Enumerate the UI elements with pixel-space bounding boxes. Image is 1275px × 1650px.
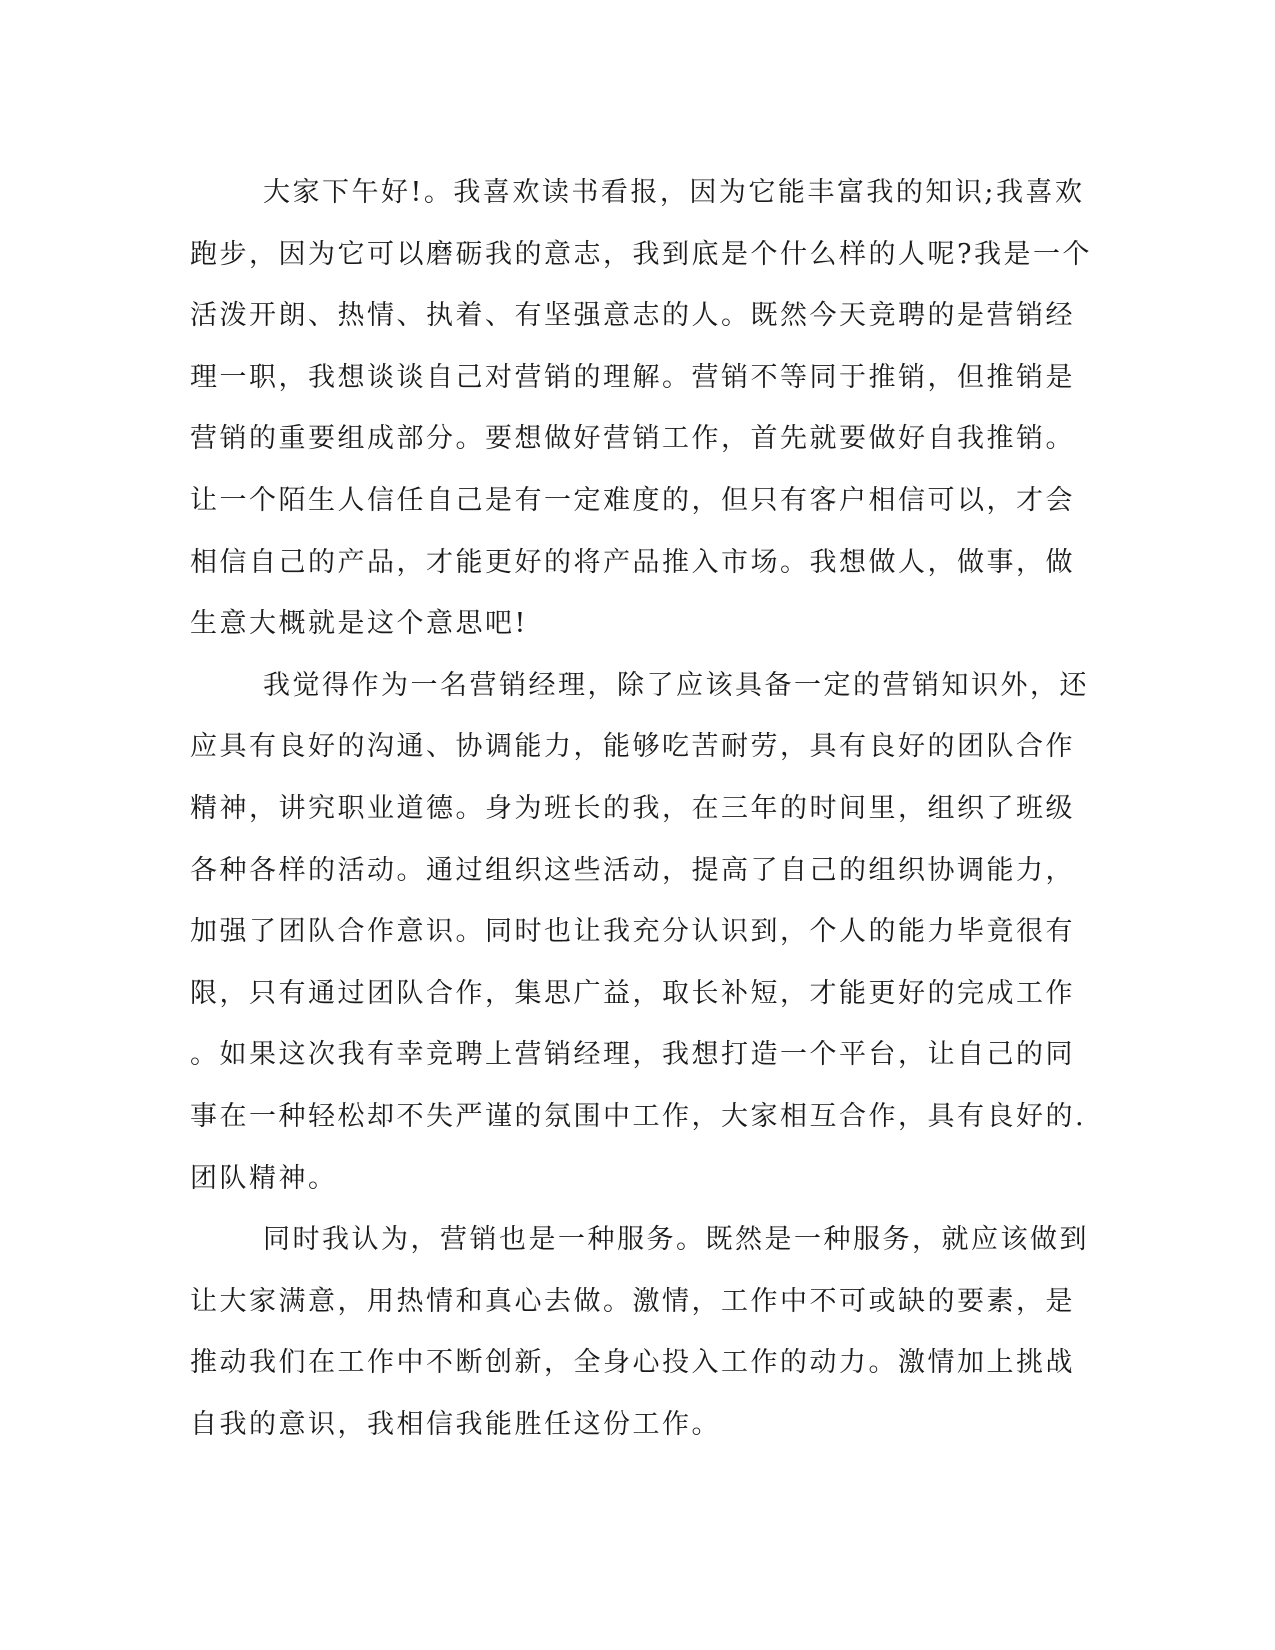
text-line: 精神，讲究职业道德。身为班长的我，在三年的时间里，组织了班级 bbox=[190, 792, 1075, 824]
text-line: 。如果这次我有幸竞聘上营销经理，我想打造一个平台，让自己的同 bbox=[190, 1039, 1075, 1071]
text-line: 事在一种轻松却不失严谨的氛围中工作，大家相互合作，具有良好的. bbox=[190, 1100, 1087, 1132]
paragraph-3 bbox=[190, 1209, 1089, 1455]
text-line: 加强了团队合作意识。同时也让我充分认识到，个人的能力毕竟很有 bbox=[190, 916, 1075, 948]
text-line: 让大家满意，用热情和真心去做。激情，工作中不可或缺的要素，是 bbox=[190, 1285, 1075, 1317]
text-line: 大家下午好!。我喜欢读书看报，因为它能丰富我的知识;我喜欢 bbox=[263, 177, 1085, 208]
document-body bbox=[190, 162, 1092, 1455]
paragraph-2 bbox=[190, 655, 1089, 1209]
text-line: 各种各样的活动。通过组织这些活动，提高了自己的组织协调能力， bbox=[190, 854, 1075, 886]
text-line: 同时我认为，营销也是一种服务。既然是一种服务，就应该做到 bbox=[263, 1224, 1089, 1256]
text-line: 相信自己的产品，才能更好的将产品推入市场。我想做人，做事，做 bbox=[190, 546, 1075, 578]
text-line: 活泼开朗、热情、执着、有坚强意志的人。既然今天竞聘的是营销经 bbox=[190, 300, 1075, 332]
text-line: 限，只有通过团队合作，集思广益，取长补短，才能更好的完成工作 bbox=[190, 977, 1075, 1009]
text-line: 应具有良好的沟通、协调能力，能够吃苦耐劳，具有良好的团队合作 bbox=[190, 731, 1075, 763]
text-line: 我觉得作为一名营销经理，除了应该具备一定的营销知识外，还 bbox=[263, 669, 1089, 701]
text-line: 推动我们在工作中不断创新，全身心投入工作的动力。激情加上挑战 bbox=[190, 1347, 1075, 1379]
text-line: 让一个陌生人信任自己是有一定难度的，但只有客户相信可以，才会 bbox=[190, 484, 1075, 516]
text-line: 生意大概就是这个意思吧! bbox=[190, 608, 528, 640]
text-line: 团队精神。 bbox=[190, 1162, 338, 1194]
text-line: 自我的意识，我相信我能胜任这份工作。 bbox=[190, 1408, 721, 1440]
text-line: 理一职，我想谈谈自己对营销的理解。营销不等同于推销，但推销是 bbox=[190, 361, 1075, 393]
paragraph-1 bbox=[190, 162, 1092, 655]
text-line: 跑步，因为它可以磨砺我的意志，我到底是个什么样的人呢?我是一个 bbox=[190, 238, 1092, 270]
text-line: 营销的重要组成部分。要想做好营销工作，首先就要做好自我推销。 bbox=[190, 423, 1075, 455]
